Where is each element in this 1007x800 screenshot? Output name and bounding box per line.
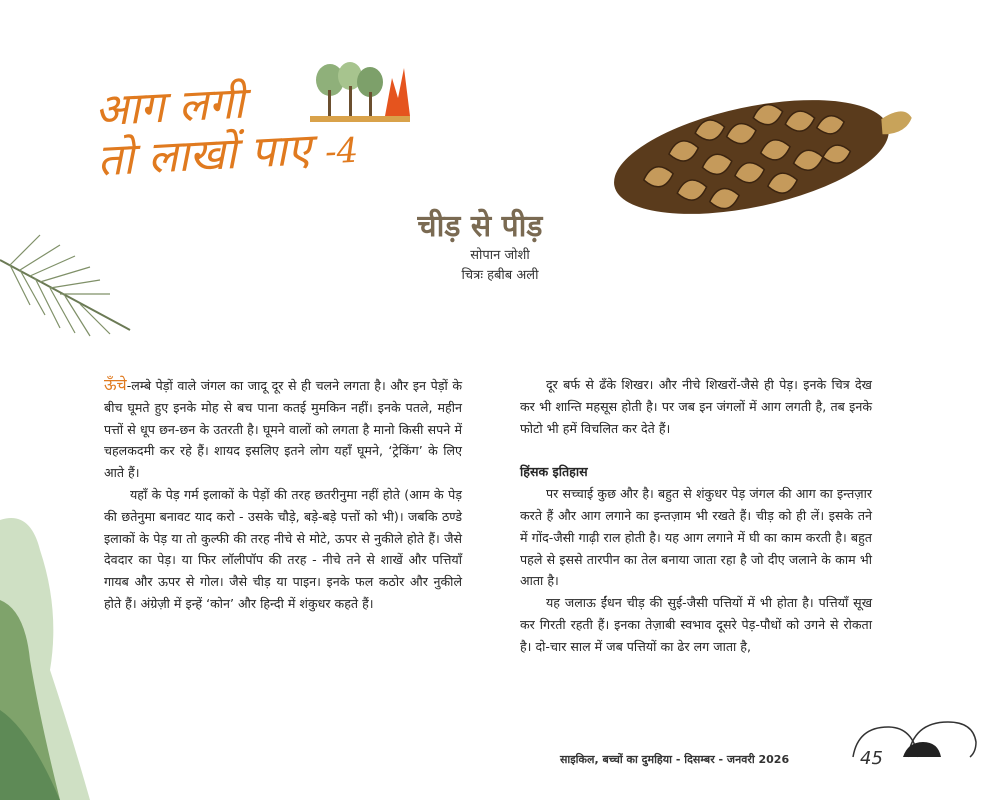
footer-text: साइकिल, बच्चों का दुमहिया - दिसम्बर - जनवरी 2026	[560, 753, 790, 766]
landscape-illustration	[0, 480, 90, 800]
paragraph: यहाँ के पेड़ गर्म इलाकों के पेड़ों की तरह छतरीनुमा नहीं होते (आम के पेड़ की छतेनुमा बनावट याद करो - उसके चौड़े, बड़े-बड़े पत्तों को भी)। जबकि ठण्डे इलाकों के पेड़ या तो कुल्फी की तरह नीचे से मोटे, ऊपर से नुकीले होते हैं। जैसे देवदार का पेड़। या फिर लॉलीपॉप की तरह - नीचे तने से शाखें और पत्तियाँ गायब और ऊपर से गोल। जैसे चीड़ या पाइन। इनके फल कठोर और नुकीले होते हैं। अंग्रेज़ी में इन्हें ‘कोन’ और हिन्दी में शंकुधर कहते हैं।	[104, 486, 462, 611]
illustrator: चित्रः हबीब अली	[461, 268, 539, 283]
pine-needles-illustration	[0, 230, 150, 350]
paragraph: ऊँचे-लम्बे पेड़ों वाले जंगल का जादू दूर से ही चलने लगता है। और इन पेड़ों के बीच घूमते हुए इनके मोह से बच पाना कतई मुमकिन नहीं। इनके पतले, महीन पत्तों से धूप छन-छन के उतरती है। घूमने वालों को लगता है मानो किसी सपने में चहलकदमी कर रहे हैं। शायद इसलिए इतने लोग यहाँ घूमने, ‘ट्रेकिंग’ के लिए आते हैं।	[104, 375, 462, 481]
byline	[400, 246, 600, 286]
paragraph: दूर बर्फ से ढँके शिखर। और नीचे शिखरों-जैसे ही पेड़। इनके चित्र देख कर भी शान्ति महसूस होती है। पर जब इन जंगलों में आग लगती है, तब इनके फोटो भी हमें विचलित कर देते हैं।	[520, 377, 872, 436]
series-title-line1: आग लगी	[93, 77, 246, 137]
text-column-1	[104, 374, 462, 615]
series-part-number: -4	[324, 130, 360, 173]
page-number: 45	[860, 748, 883, 769]
article-title: चीड़ से पीड़	[417, 209, 543, 244]
forest-fire-illustration	[300, 58, 420, 122]
section-heading: हिंसक इतिहास	[520, 464, 588, 480]
paragraph: यह जलाऊ ईंधन चीड़ की सुई-जैसी पत्तियों में भी होता है। पत्तियाँ सूख कर गिरती रहती हैं। इनका तेज़ाबी स्वभाव दूसरे पेड़-पौधों को उगने से रोकता है। दो-चार साल में जब पत्तियों का ढेर लग जाता है,	[520, 595, 872, 654]
drop-word: ऊँचे	[104, 375, 127, 394]
text-column-2	[520, 374, 872, 658]
author: सोपान जोशी	[470, 248, 530, 263]
series-title-line2: तो लाखों पाए -4	[96, 124, 360, 187]
pine-cone-illustration	[600, 74, 930, 224]
paragraph: पर सच्चाई कुछ और है। बहुत से शंकुधर पेड़ जंगल की आग का इन्तज़ार करते हैं और आग लगाने का इन्तज़ाम भी रखते हैं। चीड़ को ही लें। इसके तने में गोंद-जैसी गाढ़ी राल होती है। यह आग लगाने में घी का काम करती है। बहुत पहले से इससे तारपीन का तेल बनाया जाता रहा है जो दीए जलाने के काम भी आता है।	[520, 486, 872, 589]
